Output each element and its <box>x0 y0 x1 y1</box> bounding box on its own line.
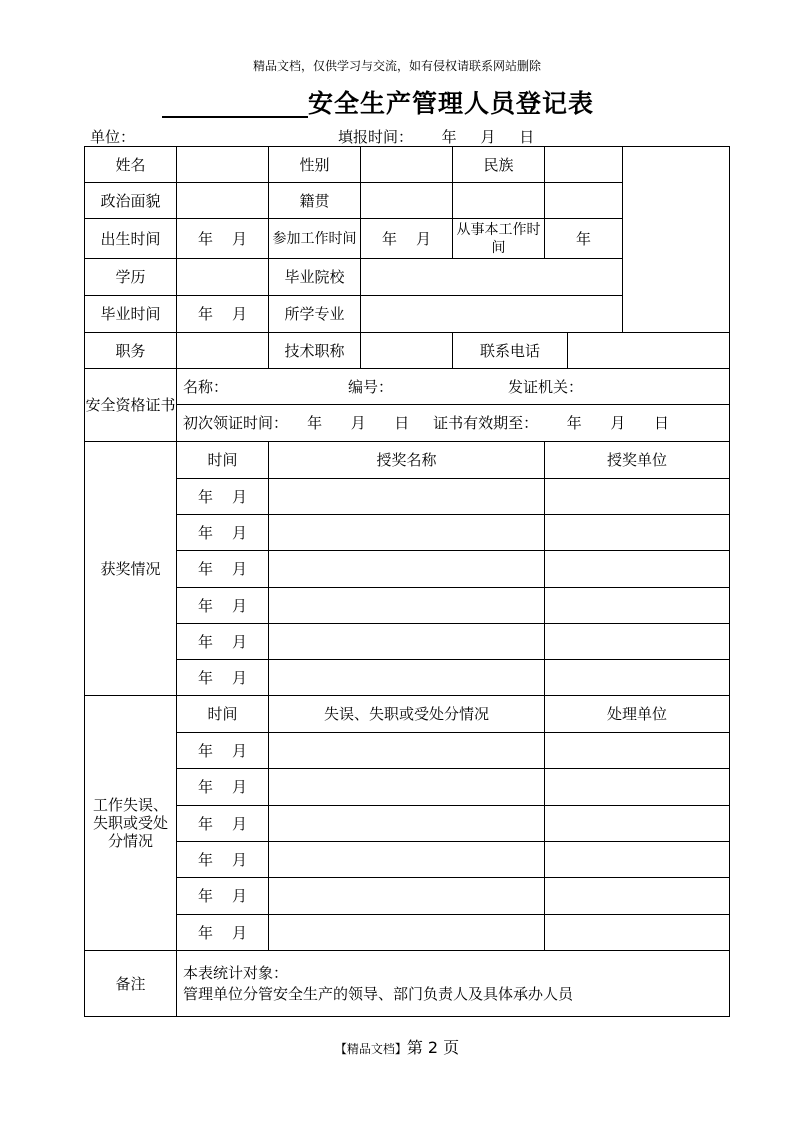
footer-tag: 【精品文档】 <box>334 1042 407 1056</box>
awards-header-name: 授奖名称 <box>269 442 545 479</box>
education-value[interactable] <box>177 259 269 296</box>
mistake-time[interactable]: 年 月 <box>177 733 269 769</box>
current-work-date-value[interactable]: 年 <box>545 219 623 259</box>
mistake-unit[interactable] <box>545 806 730 842</box>
mistake-time[interactable]: 年 月 <box>177 842 269 878</box>
tech-title-label: 技术职称 <box>269 333 361 369</box>
registration-form <box>84 146 730 1017</box>
award-time[interactable]: 年 月 <box>177 515 269 551</box>
political-status-label: 政治面貌 <box>85 183 177 219</box>
award-unit[interactable] <box>545 515 730 551</box>
award-unit[interactable] <box>545 479 730 515</box>
education-label: 学历 <box>85 259 177 296</box>
graduation-date-value[interactable]: 年 月 <box>177 296 269 333</box>
award-name[interactable] <box>269 588 545 624</box>
certificate-authority-label: 发证机关： <box>508 377 584 396</box>
major-value[interactable] <box>361 296 623 333</box>
mistake-detail[interactable] <box>269 878 545 915</box>
table-row <box>85 878 730 915</box>
political-status-value[interactable] <box>177 183 269 219</box>
mistake-detail[interactable] <box>269 915 545 951</box>
graduate-school-value[interactable] <box>361 259 623 296</box>
award-name[interactable] <box>269 624 545 660</box>
tech-title-value[interactable] <box>361 333 453 369</box>
mistake-detail[interactable] <box>269 733 545 769</box>
remarks-content[interactable] <box>177 951 730 1017</box>
awards-header-time: 时间 <box>177 442 269 479</box>
mistake-unit[interactable] <box>545 842 730 878</box>
name-value[interactable] <box>177 147 269 183</box>
name-label: 姓名 <box>85 147 177 183</box>
award-time[interactable]: 年 月 <box>177 660 269 696</box>
certificate-number-label: 编号： <box>348 377 394 396</box>
first-issue-date: 年 月 日 <box>307 414 410 432</box>
photo-cell[interactable] <box>623 147 730 333</box>
mistakes-header-detail: 失误、失职或受处分情况 <box>269 696 545 733</box>
mistake-detail[interactable] <box>269 842 545 878</box>
table-row <box>85 660 730 696</box>
fill-date-value: 年 月 日 <box>441 128 535 146</box>
mistakes-label: 工作失误、失职或受处分情况 <box>85 696 177 951</box>
native-place-value-2[interactable] <box>453 183 545 219</box>
table-row <box>85 806 730 842</box>
graduate-school-label: 毕业院校 <box>269 259 361 296</box>
award-time[interactable]: 年 月 <box>177 479 269 515</box>
ethnicity-value[interactable] <box>545 147 623 183</box>
mistake-unit[interactable] <box>545 878 730 915</box>
award-time[interactable]: 年 月 <box>177 588 269 624</box>
phone-value[interactable] <box>568 333 730 369</box>
phone-label: 联系电话 <box>453 333 568 369</box>
ethnicity-label: 民族 <box>453 147 545 183</box>
table-row <box>85 915 730 951</box>
fill-date <box>338 126 534 147</box>
mistakes-header-unit: 处理单位 <box>545 696 730 733</box>
mistake-detail[interactable] <box>269 769 545 806</box>
mistake-time[interactable]: 年 月 <box>177 806 269 842</box>
certificate-label: 安全资格证书 <box>85 369 177 442</box>
remarks-label: 备注 <box>85 951 177 1017</box>
native-place-value-3[interactable] <box>545 183 623 219</box>
certificate-name-label: 名称： <box>183 377 229 396</box>
award-unit[interactable] <box>545 660 730 696</box>
table-row <box>85 769 730 806</box>
title-blank-line <box>162 88 308 118</box>
page-number: 第 2 页 <box>406 1038 460 1057</box>
award-name[interactable] <box>269 551 545 588</box>
fill-date-label: 填报时间： <box>338 128 414 146</box>
gender-value[interactable] <box>361 147 453 183</box>
award-unit[interactable] <box>545 551 730 588</box>
mistake-unit[interactable] <box>545 769 730 806</box>
table-row <box>85 588 730 624</box>
table-row <box>85 842 730 878</box>
mistake-time[interactable]: 年 月 <box>177 878 269 915</box>
table-row <box>85 515 730 551</box>
title-block <box>162 88 594 118</box>
mistake-detail[interactable] <box>269 806 545 842</box>
first-issue-label: 初次领证时间： <box>183 414 289 432</box>
current-work-date-label: 从事本工作时间 <box>453 219 545 259</box>
page-title: 安全生产管理人员登记表 <box>308 89 595 118</box>
birth-date-label: 出生时间 <box>85 219 177 259</box>
unit-label: 单位： <box>90 128 136 146</box>
remarks-line-1: 本表统计对象： <box>183 963 289 982</box>
page-footer <box>0 1035 794 1058</box>
certificate-line-1[interactable] <box>177 369 730 405</box>
award-unit[interactable] <box>545 624 730 660</box>
mistake-unit[interactable] <box>545 915 730 951</box>
gender-label: 性别 <box>269 147 361 183</box>
join-work-date-value[interactable]: 年 月 <box>361 219 453 259</box>
award-name[interactable] <box>269 660 545 696</box>
header-note: 精品文档，仅供学习与交流，如有侵权请联系网站删除 <box>252 59 541 73</box>
award-time[interactable]: 年 月 <box>177 551 269 588</box>
native-place-label: 籍贯 <box>269 183 361 219</box>
award-name[interactable] <box>269 515 545 551</box>
mistake-time[interactable]: 年 月 <box>177 915 269 951</box>
award-unit[interactable] <box>545 588 730 624</box>
graduation-date-label: 毕业时间 <box>85 296 177 333</box>
award-time[interactable]: 年 月 <box>177 624 269 660</box>
valid-until-date: 年 月 日 <box>566 414 669 432</box>
awards-header-unit: 授奖单位 <box>545 442 730 479</box>
table-row <box>85 551 730 588</box>
awards-label: 获奖情况 <box>85 442 177 696</box>
mistakes-header-time: 时间 <box>177 696 269 733</box>
join-work-date-label: 参加工作时间 <box>269 219 361 259</box>
position-value[interactable] <box>177 333 269 369</box>
birth-date-value[interactable]: 年 月 <box>177 219 269 259</box>
mistake-time[interactable]: 年 月 <box>177 769 269 806</box>
table-row <box>85 624 730 660</box>
award-name[interactable] <box>269 479 545 515</box>
position-label: 职务 <box>85 333 177 369</box>
major-label: 所学专业 <box>269 296 361 333</box>
valid-until-label: 证书有效期至： <box>433 414 539 432</box>
table-row <box>85 479 730 515</box>
table-row <box>85 733 730 769</box>
certificate-line-2[interactable] <box>177 405 730 442</box>
mistake-unit[interactable] <box>545 733 730 769</box>
native-place-value[interactable] <box>361 183 453 219</box>
remarks-line-2: 管理单位分管安全生产的领导、部门负责人及具体承办人员 <box>183 984 574 1003</box>
